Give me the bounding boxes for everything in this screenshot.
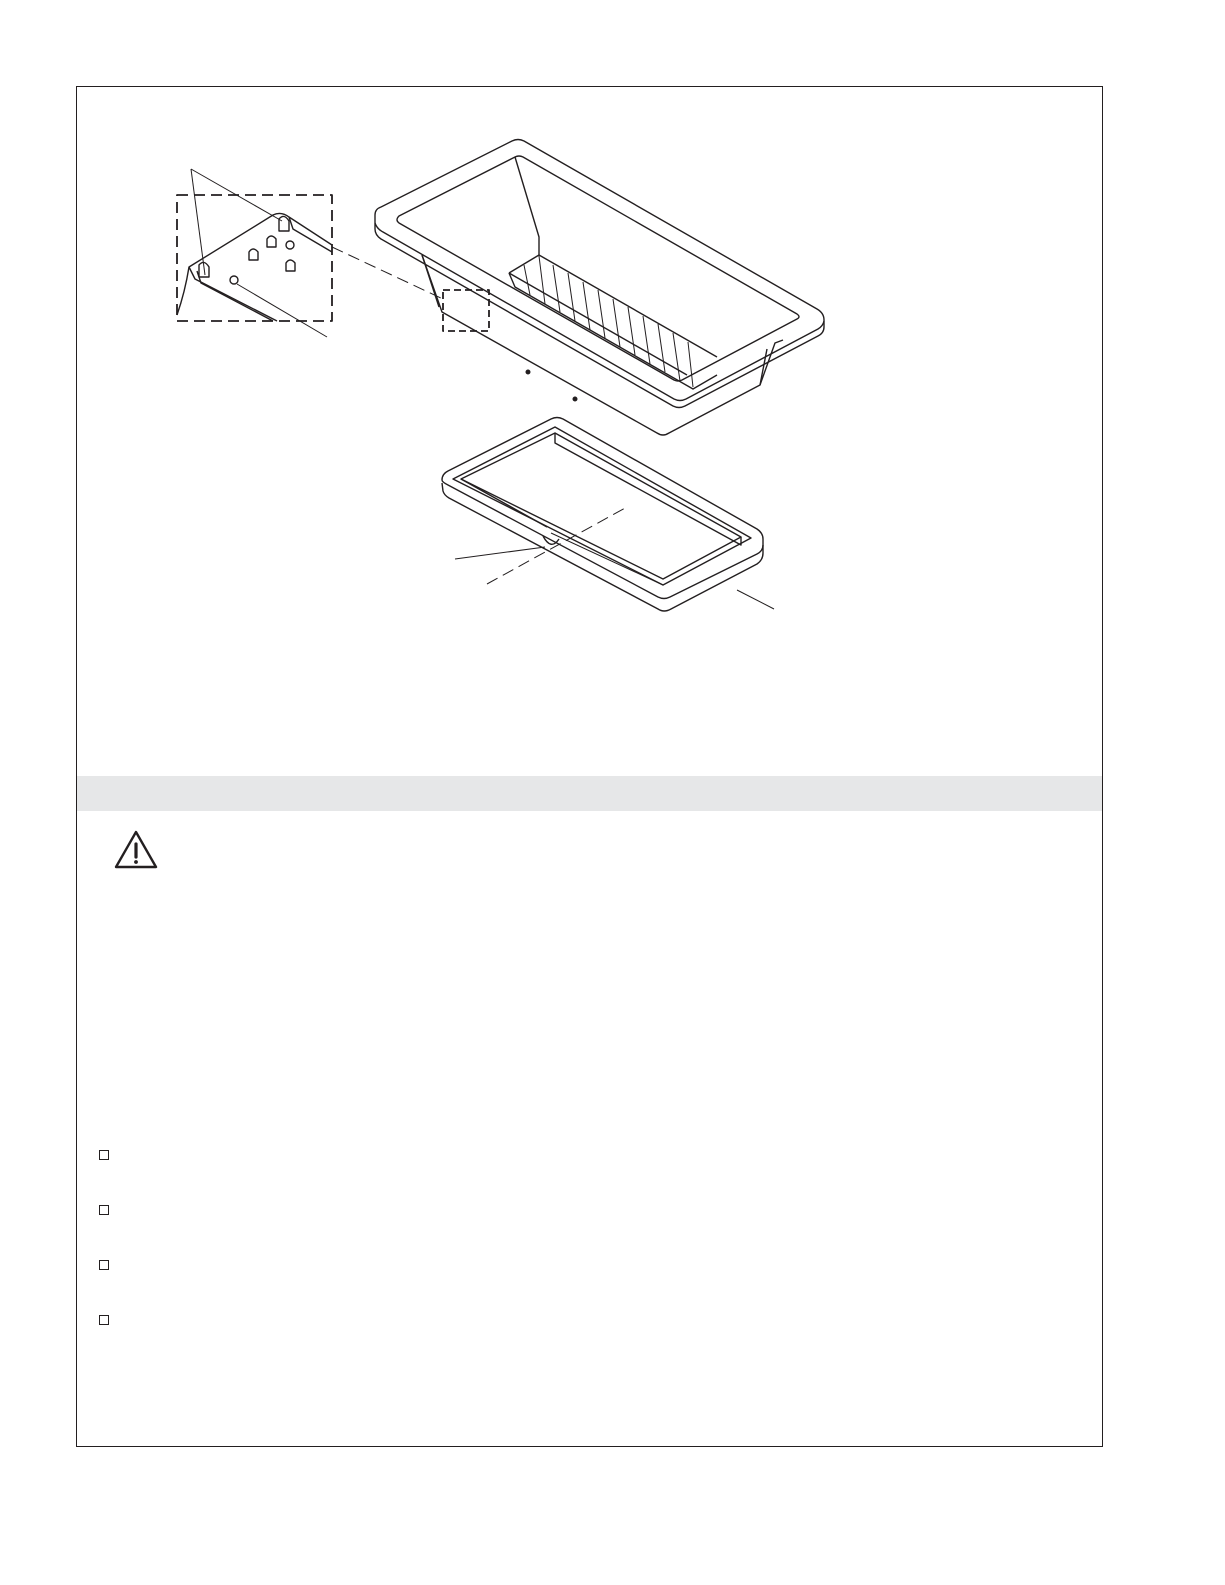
- checkbox[interactable]: [99, 1150, 109, 1160]
- warning-triangle-icon: [113, 829, 159, 871]
- checkbox[interactable]: [99, 1315, 109, 1325]
- section-header-bar: [77, 776, 1102, 811]
- instruction-page-frame: [76, 86, 1103, 1447]
- checklist-item: [99, 1313, 109, 1368]
- checklist-item: [99, 1148, 109, 1203]
- bathtub-drawing: [375, 140, 824, 436]
- checkbox[interactable]: [99, 1205, 109, 1215]
- checklist-item: [99, 1203, 109, 1258]
- detail-callout-box: [177, 169, 443, 337]
- pre-installation-checklist: [99, 1148, 109, 1368]
- bathtub-installation-illustration: [77, 87, 1104, 776]
- base-tray-drawing: [442, 418, 774, 612]
- checklist-item: [99, 1258, 109, 1313]
- checkbox[interactable]: [99, 1260, 109, 1270]
